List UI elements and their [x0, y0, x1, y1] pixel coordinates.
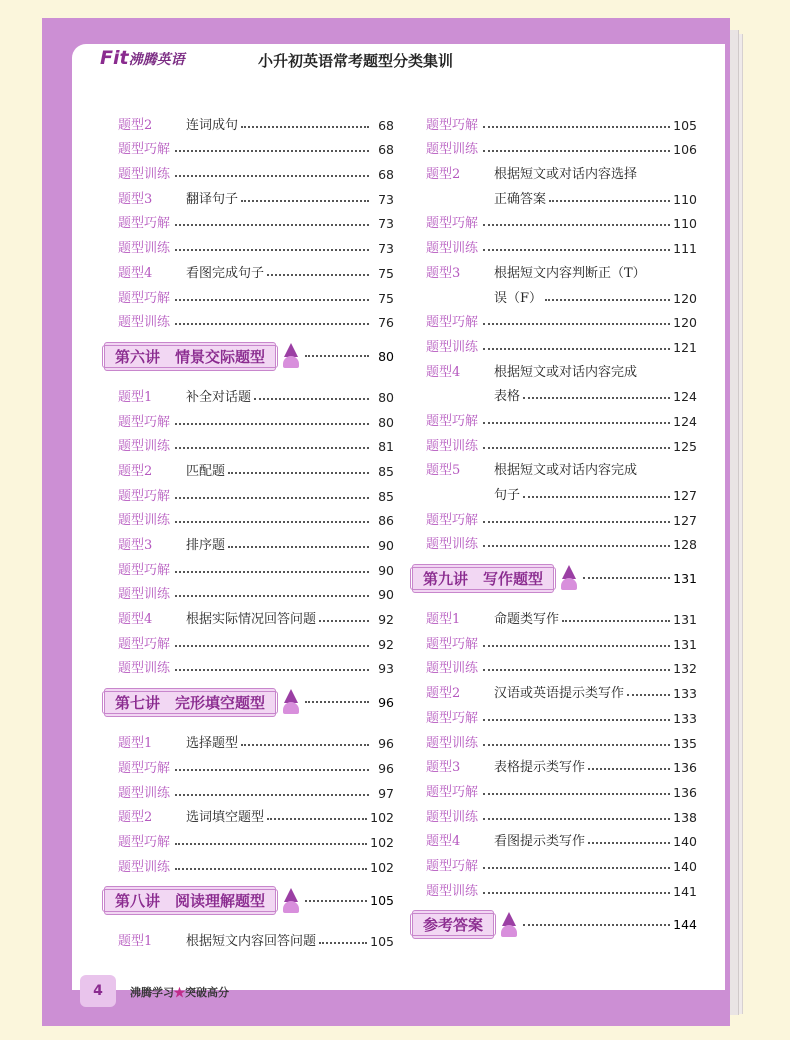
- leader-dots: [175, 447, 369, 449]
- entry-text: 误（F）: [494, 290, 543, 306]
- entry-text: 连词成句: [186, 117, 239, 133]
- entry-label: 题型巧解: [118, 636, 171, 652]
- entry-label: 题型训练: [118, 439, 171, 455]
- toc-entry[interactable]: [104, 454, 394, 479]
- page-ref: 133: [673, 710, 697, 726]
- entry-label: 题型3: [426, 265, 461, 281]
- leader-dots: [241, 744, 369, 746]
- entry-label: 题型巧解: [426, 858, 479, 874]
- page-ref: 73: [378, 216, 394, 232]
- page-ref: 90: [378, 538, 394, 553]
- logo-cn: 沸腾英语: [128, 52, 185, 68]
- wizard-icon: [280, 888, 302, 914]
- entry-label: 题型2: [426, 686, 461, 702]
- toc-entry[interactable]: [412, 380, 697, 405]
- leader-dots: [483, 323, 670, 325]
- page-ref: 102: [370, 810, 394, 826]
- leader-dots: [483, 150, 670, 152]
- entry-label: 题型训练: [118, 661, 171, 677]
- toc-entry[interactable]: [104, 850, 394, 875]
- entry-text: 根据短文或对话内容完成: [494, 463, 638, 479]
- entry-label: 题型巧解: [426, 512, 479, 528]
- toc-entry[interactable]: [104, 925, 394, 950]
- leader-dots: [254, 398, 369, 400]
- page-ref: 131: [673, 612, 697, 628]
- page-ref: 96: [378, 760, 394, 776]
- page-ref: 144: [673, 917, 697, 933]
- entry-label: 题型训练: [118, 587, 171, 603]
- toc-entry[interactable]: [412, 602, 697, 627]
- toc-entry[interactable]: [104, 231, 394, 256]
- entry-label: 题型2: [426, 167, 461, 183]
- leader-dots: [483, 892, 670, 894]
- leader-dots: [241, 200, 369, 202]
- toc-entry[interactable]: [104, 726, 394, 751]
- leader-dots: [549, 200, 670, 202]
- page-ref: 75: [378, 265, 394, 281]
- leader-dots: [523, 397, 670, 399]
- leader-dots: [627, 694, 670, 696]
- page-ref: 133: [673, 686, 697, 702]
- toc-entry[interactable]: [412, 454, 697, 479]
- entry-text: 根据短文或对话内容完成: [494, 364, 638, 380]
- entry-label: 题型3: [118, 538, 153, 553]
- chapter-title: 第九讲 写作题型: [412, 564, 554, 593]
- toc-entry[interactable]: [104, 430, 394, 455]
- entry-label: 题型巧解: [118, 414, 171, 430]
- page-ref: 96: [378, 694, 394, 710]
- page-ref: 135: [673, 735, 697, 751]
- leader-dots: [175, 645, 369, 647]
- page-ref: 80: [378, 348, 394, 364]
- toc-entry[interactable]: [412, 775, 697, 800]
- toc-entry[interactable]: [412, 726, 697, 751]
- toc-entry[interactable]: [104, 751, 394, 776]
- entry-label: 题型巧解: [426, 636, 479, 652]
- leader-dots: [319, 620, 369, 622]
- entry-label: 题型巧解: [118, 290, 171, 306]
- entry-text: 根据实际情况回答问题: [186, 612, 317, 628]
- toc-entry[interactable]: [412, 478, 697, 503]
- page-ref: 96: [378, 736, 394, 752]
- page-ref: 75: [378, 290, 394, 306]
- entry-label: 题型4: [118, 265, 153, 281]
- page-ref: 86: [378, 513, 394, 529]
- entry-label: 题型训练: [118, 241, 171, 257]
- page-ref: 90: [378, 562, 394, 578]
- toc-entry[interactable]: [104, 479, 394, 504]
- entry-text: 排序题: [186, 538, 226, 553]
- leader-dots: [305, 701, 369, 703]
- entry-label: 题型1: [118, 934, 153, 950]
- entry-label: 题型巧解: [118, 562, 171, 578]
- entry-label: 题型训练: [118, 785, 171, 801]
- page-ref: 73: [378, 191, 394, 207]
- leader-dots: [175, 175, 369, 177]
- leader-dots: [267, 818, 367, 820]
- chapter-heading[interactable]: [104, 680, 394, 724]
- entry-label: 题型训练: [426, 661, 479, 677]
- page-ref: 90: [378, 587, 394, 603]
- toc-entry[interactable]: [412, 528, 697, 553]
- leader-dots: [175, 224, 369, 226]
- page-ref: 120: [673, 315, 697, 331]
- leader-dots: [175, 299, 369, 301]
- chapter-heading[interactable]: [104, 334, 394, 378]
- leader-dots: [588, 842, 670, 844]
- entry-label: 题型2: [118, 117, 153, 133]
- leader-dots: [175, 571, 369, 573]
- leader-dots: [483, 867, 670, 869]
- page-ref: 131: [673, 636, 697, 652]
- entry-label: 题型巧解: [426, 117, 479, 133]
- chapter-heading[interactable]: [412, 903, 697, 947]
- toc-entry[interactable]: [412, 652, 697, 677]
- page-ref: 140: [673, 834, 697, 850]
- toc-entry[interactable]: [412, 503, 697, 528]
- entry-text: 表格: [494, 389, 521, 405]
- page-ref: 136: [673, 760, 697, 776]
- toc-entry[interactable]: [104, 553, 394, 578]
- entry-label: 题型训练: [426, 883, 479, 899]
- leader-dots: [175, 843, 367, 845]
- leader-dots: [175, 794, 369, 796]
- toc-entry[interactable]: [104, 133, 394, 158]
- page-ref: 68: [378, 117, 394, 133]
- entry-label: 题型训练: [118, 513, 171, 529]
- toc-entry[interactable]: [412, 701, 697, 726]
- leader-dots: [483, 447, 670, 449]
- leader-dots: [483, 719, 670, 721]
- entry-label: 题型巧解: [426, 710, 479, 726]
- entry-text: 正确答案: [494, 191, 547, 207]
- leader-dots: [305, 900, 367, 902]
- page-ref: 102: [370, 834, 394, 850]
- entry-label: 题型4: [118, 612, 153, 628]
- leader-dots: [175, 249, 369, 251]
- toc-entry[interactable]: [104, 405, 394, 430]
- page-ref: 111: [673, 241, 697, 257]
- entry-text: 根据短文或对话内容选择: [494, 167, 638, 183]
- leader-dots: [483, 545, 670, 547]
- leader-dots: [483, 422, 670, 424]
- toc-entry[interactable]: [412, 182, 697, 207]
- page-ref: 121: [673, 339, 697, 355]
- logo: [100, 47, 185, 69]
- leader-dots: [175, 769, 369, 771]
- entry-label: 题型巧解: [118, 834, 171, 850]
- book-title: 小升初英语常考题型分类集训: [258, 52, 454, 70]
- entry-label: 题型巧解: [426, 413, 479, 429]
- toc-entry[interactable]: [104, 504, 394, 529]
- entry-text: 看图完成句子: [186, 265, 265, 281]
- leader-dots: [175, 150, 369, 152]
- entry-label: 题型2: [118, 463, 153, 479]
- entry-text: 翻译句子: [186, 191, 239, 207]
- chapter-title: 第八讲 阅读理解题型: [104, 886, 276, 915]
- page-ref: 73: [378, 241, 394, 257]
- entry-label: 题型训练: [118, 167, 171, 183]
- entry-label: 题型4: [426, 834, 461, 850]
- toc-entry[interactable]: [104, 207, 394, 232]
- toc-entry[interactable]: [104, 602, 394, 627]
- leader-dots: [483, 126, 670, 128]
- page-ref: 92: [378, 612, 394, 628]
- page-ref: 140: [673, 858, 697, 874]
- toc-left-column: [104, 108, 394, 949]
- entry-label: 题型巧解: [118, 760, 171, 776]
- toc-entry[interactable]: [412, 108, 697, 133]
- entry-label: 题型1: [118, 389, 153, 405]
- page-ref: 80: [378, 389, 394, 405]
- toc-entry[interactable]: [104, 776, 394, 801]
- toc-entry[interactable]: [412, 231, 697, 256]
- toc-entry[interactable]: [104, 281, 394, 306]
- toc-entry[interactable]: [104, 108, 394, 133]
- toc-entry[interactable]: [412, 404, 697, 429]
- page-ref: 106: [673, 142, 697, 158]
- page-ref: 110: [673, 191, 697, 207]
- leader-dots: [483, 793, 670, 795]
- entry-label: 题型1: [426, 612, 461, 628]
- entry-label: 题型巧解: [426, 216, 479, 232]
- entry-label: 题型4: [426, 364, 461, 380]
- leader-dots: [523, 924, 670, 926]
- page-number: 4: [80, 975, 116, 1007]
- leader-dots: [175, 323, 369, 325]
- entry-label: 题型训练: [426, 438, 479, 454]
- entry-label: 题型5: [426, 463, 461, 479]
- entry-label: 题型巧解: [118, 488, 171, 504]
- toc-entry[interactable]: [104, 801, 394, 826]
- leader-dots: [228, 546, 369, 548]
- slogan-right: 突破高分: [185, 986, 229, 999]
- toc-entry[interactable]: [104, 652, 394, 677]
- leader-dots: [483, 224, 670, 226]
- page-ref: 80: [378, 414, 394, 430]
- chapter-title: 参考答案: [412, 910, 494, 939]
- entry-text: 看图提示类写作: [494, 834, 586, 850]
- leader-dots: [175, 497, 369, 499]
- toc-entry[interactable]: [412, 157, 697, 182]
- leader-dots: [175, 521, 369, 523]
- leader-dots: [583, 577, 670, 579]
- leader-dots: [483, 249, 670, 251]
- entry-label: 题型训练: [426, 241, 479, 257]
- page-ref: 124: [673, 389, 697, 405]
- entry-label: 题型训练: [426, 537, 479, 553]
- leader-dots: [483, 669, 670, 671]
- entry-label: 题型2: [118, 810, 153, 826]
- page-ref: 81: [378, 439, 394, 455]
- page-ref: 93: [378, 661, 394, 677]
- toc-entry[interactable]: [104, 157, 394, 182]
- chapter-title: 第七讲 完形填空题型: [104, 688, 276, 717]
- leader-dots: [483, 645, 670, 647]
- page-ref: 131: [673, 570, 697, 586]
- entry-label: 题型3: [118, 191, 153, 207]
- leader-dots: [562, 620, 670, 622]
- page-ref: 105: [370, 893, 394, 909]
- page-ref: 102: [370, 859, 394, 875]
- entry-text: 补全对话题: [186, 389, 252, 405]
- page-ref: 110: [673, 216, 697, 232]
- toc-entry[interactable]: [104, 256, 394, 281]
- leader-dots: [545, 299, 670, 301]
- toc-entry[interactable]: [412, 281, 697, 306]
- page-ref: 85: [378, 463, 394, 479]
- entry-text: 匹配题: [186, 463, 226, 479]
- entry-label: 题型巧解: [118, 142, 171, 158]
- entry-label: 题型训练: [426, 735, 479, 751]
- toc-entry[interactable]: [104, 182, 394, 207]
- toc-entry[interactable]: [412, 306, 697, 331]
- toc-entry[interactable]: [412, 256, 697, 281]
- entry-text: 选词填空题型: [186, 810, 265, 826]
- page-ref: 68: [378, 142, 394, 158]
- leader-dots: [175, 868, 367, 870]
- wizard-icon: [498, 912, 520, 938]
- page-ref: 105: [370, 934, 394, 950]
- page-ref: 128: [673, 537, 697, 553]
- page-ref: 124: [673, 413, 697, 429]
- entry-text: 表格提示类写作: [494, 760, 586, 776]
- page-ref: 76: [378, 315, 394, 331]
- toc-entry[interactable]: [412, 825, 697, 850]
- toc-entry[interactable]: [412, 874, 697, 899]
- entry-text: 句子: [494, 488, 521, 503]
- page-ref: 68: [378, 167, 394, 183]
- toc-entry[interactable]: [412, 355, 697, 380]
- chapter-heading[interactable]: [104, 879, 394, 923]
- toc-entry[interactable]: [412, 330, 697, 355]
- entry-label: 题型巧解: [426, 315, 479, 331]
- star-icon: ★: [174, 986, 185, 999]
- leader-dots: [483, 521, 670, 523]
- leader-dots: [175, 669, 369, 671]
- leader-dots: [523, 496, 670, 498]
- entry-text: 命题类写作: [494, 612, 560, 628]
- entry-text: 根据短文内容回答问题: [186, 934, 317, 950]
- toc-entry[interactable]: [412, 676, 697, 701]
- entry-label: 题型1: [118, 736, 153, 752]
- slogan-left: 沸腾学习: [130, 986, 174, 999]
- entry-label: 题型训练: [426, 142, 479, 158]
- page-ref: 120: [673, 290, 697, 306]
- toc-entry[interactable]: [412, 133, 697, 158]
- toc-entry[interactable]: [412, 627, 697, 652]
- leader-dots: [305, 355, 369, 357]
- leader-dots: [588, 768, 670, 770]
- entry-label: 题型训练: [426, 339, 479, 355]
- wizard-icon: [558, 565, 580, 591]
- entry-label: 题型训练: [426, 809, 479, 825]
- toc-entry[interactable]: [104, 627, 394, 652]
- page-ref: 105: [673, 117, 697, 133]
- toc-entry[interactable]: [104, 306, 394, 331]
- wizard-icon: [280, 343, 302, 369]
- leader-dots: [483, 818, 670, 820]
- toc-entry[interactable]: [104, 825, 394, 850]
- toc-entry[interactable]: [412, 429, 697, 454]
- wizard-icon: [280, 689, 302, 715]
- leader-dots: [267, 274, 369, 276]
- toc-entry[interactable]: [104, 380, 394, 405]
- entry-label: 题型巧解: [118, 216, 171, 232]
- footer-slogan: [130, 984, 229, 1000]
- entry-label: 题型训练: [118, 315, 171, 331]
- page-ref: 85: [378, 488, 394, 504]
- page-ref: 92: [378, 636, 394, 652]
- toc-entry[interactable]: [412, 849, 697, 874]
- entry-text: 汉语或英语提示类写作: [494, 686, 625, 702]
- toc-entry[interactable]: [104, 578, 394, 603]
- logo-en: Fit: [100, 47, 129, 69]
- chapter-title: 第六讲 情景交际题型: [104, 342, 276, 371]
- leader-dots: [175, 423, 369, 425]
- leader-dots: [319, 942, 367, 944]
- page-ref: 125: [673, 438, 697, 454]
- page-ref: 132: [673, 661, 697, 677]
- toc-entry[interactable]: [412, 207, 697, 232]
- page-ref: 138: [673, 809, 697, 825]
- page-ref: 141: [673, 883, 697, 899]
- page-ref: 136: [673, 784, 697, 800]
- page-ref: 127: [673, 512, 697, 528]
- entry-label: 题型巧解: [426, 784, 479, 800]
- entry-text: 根据短文内容判断正（T）: [494, 265, 646, 281]
- leader-dots: [483, 744, 670, 746]
- leader-dots: [241, 126, 369, 128]
- toc-entry[interactable]: [412, 800, 697, 825]
- entry-label: 题型训练: [118, 859, 171, 875]
- toc-entry[interactable]: [412, 751, 697, 776]
- toc-entry[interactable]: [104, 528, 394, 553]
- entry-label: 题型3: [426, 760, 461, 776]
- leader-dots: [175, 595, 369, 597]
- page-ref: 127: [673, 488, 697, 503]
- entry-text: 选择题型: [186, 736, 239, 752]
- toc-right-column: [412, 108, 697, 949]
- leader-dots: [228, 472, 369, 474]
- chapter-heading[interactable]: [412, 556, 697, 600]
- page-ref: 97: [378, 785, 394, 801]
- leader-dots: [483, 348, 670, 350]
